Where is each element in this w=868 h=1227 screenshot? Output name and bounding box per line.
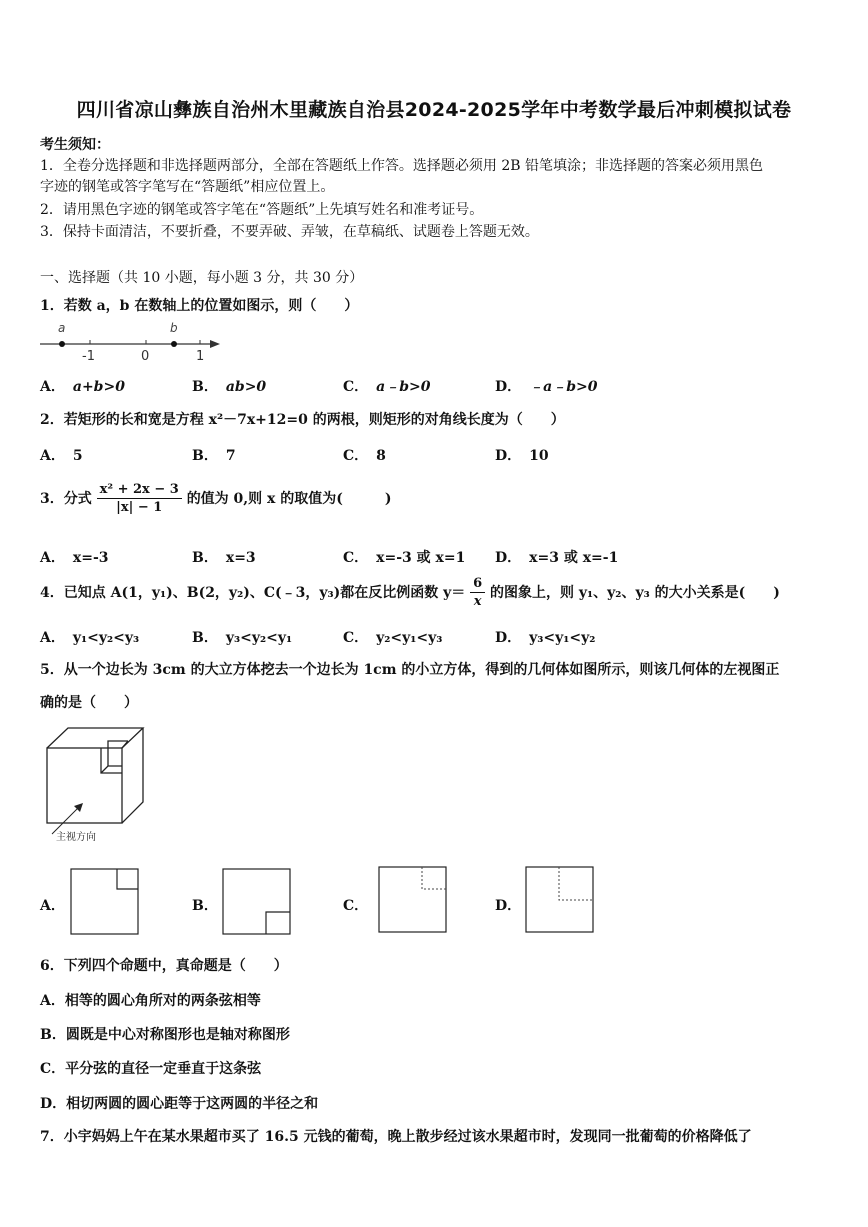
view-direction-label: 主视方向 (56, 832, 96, 843)
cube-front-face (47, 748, 122, 823)
label-a: a (58, 321, 66, 335)
cube-right-face (122, 728, 143, 823)
q2-option-c: C． 8 (343, 448, 386, 464)
notice-heading: 考生须知： (40, 137, 110, 153)
q1-stem: 1．若数 a，b 在数轴上的位置如图示，则（ ） (40, 298, 359, 314)
q2-stem: 2．若矩形的长和宽是方程 x²－7x+12=0 的两根，则矩形的对角线长度为（ ） (40, 412, 565, 428)
q5-stem-line-1: 5．从一个边长为 3cm 的大立方体挖去一个边长为 1cm 的小立方体，得到的几何体如图所示，则该几何体的左视图正 (40, 662, 780, 678)
cube-figure (38, 722, 153, 847)
tick-label-1: 1 (196, 349, 205, 364)
view-direction-arrow (52, 806, 80, 834)
q4-option-d: D． y₃<y₁<y₂ (495, 630, 596, 646)
q5-option-b-figure (222, 868, 292, 936)
tick-label-0: 0 (141, 349, 150, 364)
q2-option-d: D． 10 (495, 448, 549, 464)
q1-option-b: B． ab>0 (192, 379, 267, 395)
q6-option-b: B．圆既是中心对称图形也是轴对称图形 (40, 1027, 290, 1043)
section-heading: 一、选择题（共 10 小题，每小题 3 分，共 30 分） (40, 270, 364, 286)
q3-fraction: $\frac{\text{x² + 2x − 3}}{|x| - 1}$ (97, 482, 182, 516)
q7-stem: 7．小宇妈妈上午在某水果超市买了 16.5 元钱的葡萄，晚上散步经过该水果超市时，发现同一批葡萄的价格降低了 (40, 1129, 752, 1145)
q5-option-c-figure (378, 866, 448, 934)
q6-option-d: D．相切两圆的圆心距等于这两圆的半径之和 (40, 1096, 319, 1112)
notice-line-1b: 字迹的钢笔或答字笔写在“答题纸”相应位置上。 (40, 179, 335, 195)
q5-option-d-figure (525, 866, 595, 934)
point-a (59, 341, 65, 347)
notice-line-2: 2．请用黑色字迹的钢笔或答字笔在“答题纸”上先填写姓名和准考证号。 (40, 202, 484, 218)
notice-line-1a: 1．全卷分选择题和非选择题两部分，全部在答题纸上作答。选择题必须用 2B 铅笔填涂；非选择题的答案必须用黑色 (40, 158, 763, 174)
notice-line-3: 3．保持卡面清洁，不要折叠，不要弄破、弄皱，在草稿纸、试题卷上答题无效。 (40, 224, 539, 240)
q1-option-a: A． a+b>0 (40, 379, 125, 395)
q4-stem: 4．已知点 A(1，y₁)、B(2，y₂)、C(﹣3，y₃)都在反比例函数 y＝ $\frac{6}{x}$ 的图象上，则 y₁、y₂、y₃ 的大小关系是( ) (40, 576, 780, 609)
q1-option-d: D． ﹣a﹣b>0 (495, 379, 598, 395)
label-b: b (170, 321, 178, 335)
q5-option-a-figure (70, 868, 140, 936)
q5-option-b-label: B． (192, 898, 218, 914)
q3-stem: 3．分式 $\frac{\text{x² + 2x − 3}}{|x| - 1}$ 的值为 0,则 x 的取值为( ) (40, 482, 392, 515)
q4-option-c: C． y₂<y₁<y₃ (343, 630, 443, 646)
q2-option-b: B． 7 (192, 448, 236, 464)
axis-arrow-icon (210, 340, 220, 348)
q6-option-c: C．平分弦的直径一定垂直于这条弦 (40, 1061, 262, 1077)
q3-option-a: A． x=-3 (40, 550, 109, 566)
q1-option-c: C． a﹣b>0 (343, 379, 431, 395)
q3-option-d: D． x=3 或 x=-1 (495, 550, 619, 566)
q5-option-a-label: A． (40, 898, 65, 914)
q3-option-b: B． x=3 (192, 550, 256, 566)
notch-inner (101, 766, 122, 773)
tick-label-minus-1: -1 (82, 349, 95, 364)
cube-top-face (47, 728, 143, 748)
q5-option-d-label: D． (495, 898, 522, 914)
q4-option-b: B． y₃<y₂<y₁ (192, 630, 293, 646)
notch-edge (122, 741, 128, 748)
q6-option-a: A．相等的圆心角所对的两条弦相等 (40, 993, 261, 1009)
q5-option-c-label: C． (343, 898, 369, 914)
q4-option-a: A． y₁<y₂<y₃ (40, 630, 140, 646)
q4-fraction: $\frac{6}{x}$ (470, 576, 485, 610)
q2-option-a: A． 5 (40, 448, 83, 464)
exam-title: 四川省凉山彝族自治州木里藏族自治县2024-2025学年中考数学最后冲刺模拟试卷 (76, 99, 792, 121)
q3-option-c: C． x=-3 或 x=1 (343, 550, 466, 566)
q5-stem-line-2: 确的是（ ） (40, 695, 138, 711)
point-b (171, 341, 177, 347)
number-line-figure (38, 320, 228, 364)
q6-stem: 6．下列四个命题中，真命题是（ ） (40, 958, 288, 974)
